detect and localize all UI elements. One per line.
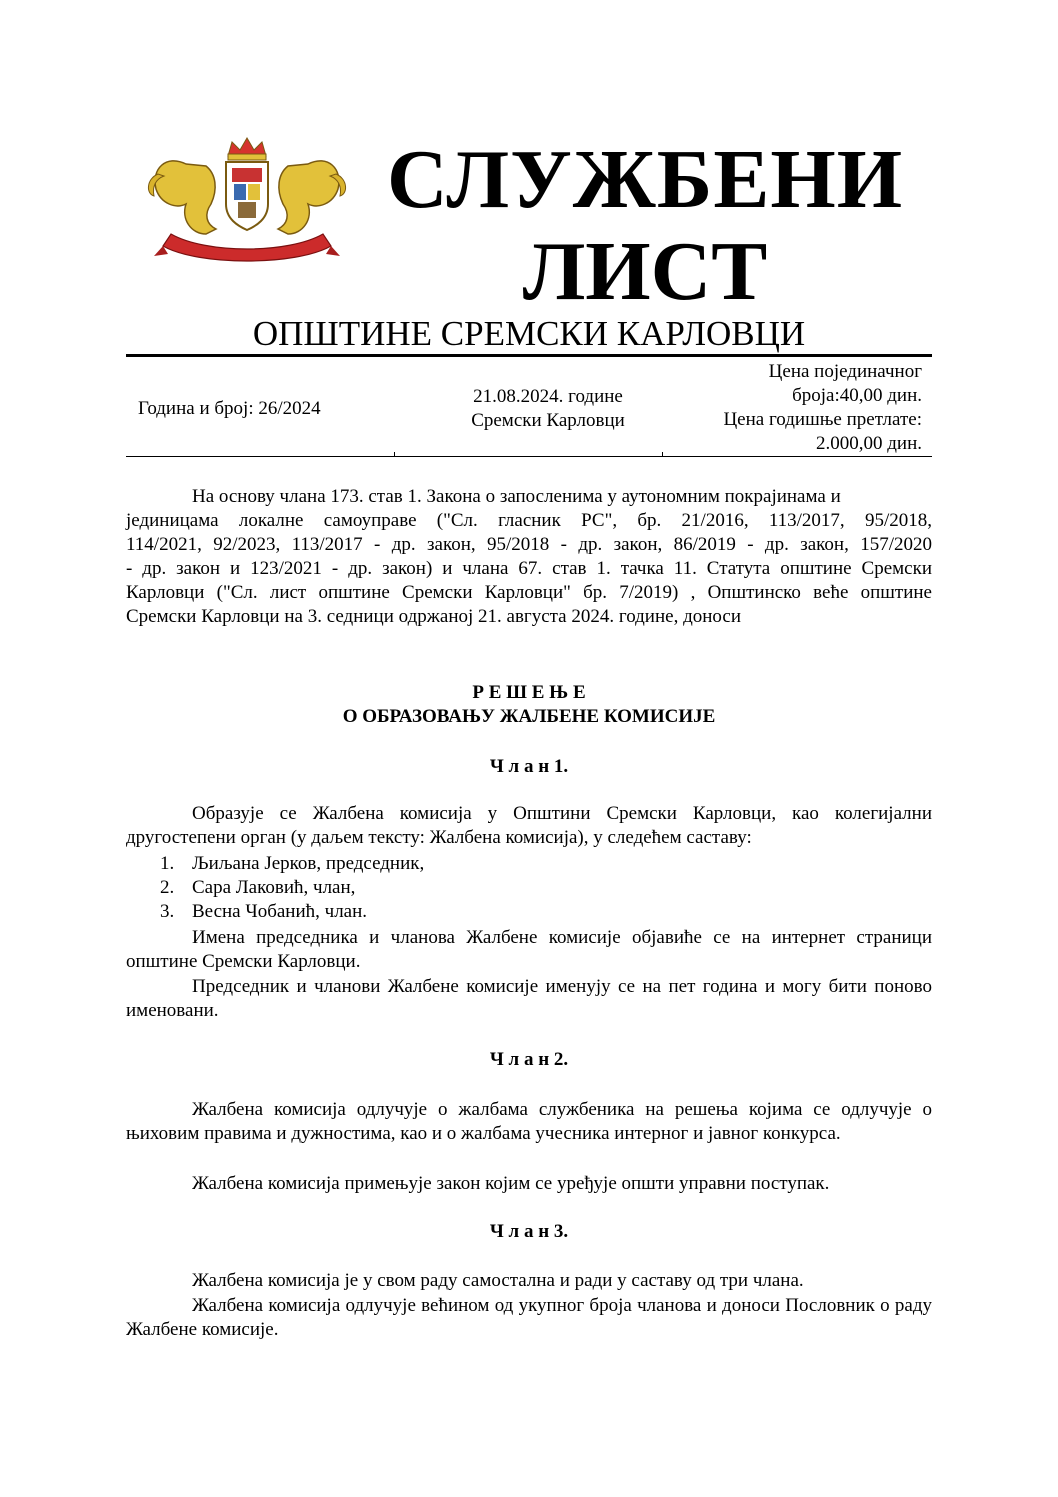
preamble-line: На основу члана 173. став 1. Закона о запосленима у аутономним покрајинама и xyxy=(192,486,841,507)
masthead-subtitle: ОПШТИНЕ СРЕМСКИ КАРЛОВЦИ xyxy=(252,314,806,353)
issue-number: Година и број: 26/2024 xyxy=(138,398,321,419)
preamble-line: Карловци ("Сл. лист општине Сремски Карловци" бр. 7/2019) , Општинско веће општине xyxy=(126,582,932,603)
price-annual-line2: 2.000,00 дин. xyxy=(815,433,922,454)
article3-heading: Ч л а н 3. xyxy=(489,1221,569,1242)
price-info xyxy=(660,360,922,456)
member-number: 3. xyxy=(160,901,175,922)
issue-date-place xyxy=(430,385,666,433)
member-name: Љиљана Јерков, председник, xyxy=(192,853,425,874)
preamble-line: 114/2021, 92/2023, 113/2017 - др. закон, 95/2018 - др. закон, 86/2019 - др. закон, 157/2020 xyxy=(126,534,932,555)
member-name: Сара Лаковић, члан, xyxy=(192,877,356,898)
article3-paragraph: Жалбена комисија је у свом раду самостална и ради у саставу од три члана. xyxy=(192,1270,804,1291)
article1-heading: Ч л а н 1. xyxy=(489,756,569,777)
member-number: 1. xyxy=(160,853,175,874)
price-single-line1: Цена појединачног xyxy=(768,361,922,382)
member-item xyxy=(160,852,424,876)
preamble xyxy=(126,485,932,629)
info-bar-tick xyxy=(394,452,395,457)
member-item xyxy=(160,900,367,924)
article2-paragraph: Жалбена комисија одлучује о жалбама службеника на решења којима се одлучује о њиховим правима и дужностима, као и о жалбама учесника интерног и јавног конкурса. xyxy=(126,1099,932,1144)
masthead-title-line1: СЛУЖБЕНИ xyxy=(386,133,904,226)
preamble-line: јединицама локалне самоуправе ("Сл. гласник РС", бр. 21/2016, 113/2017, 95/2018, xyxy=(126,510,932,531)
issue-place: Сремски Карловци xyxy=(471,410,625,431)
article2-paragraph: Жалбена комисија примењује закон којим се уређује општи управни поступак. xyxy=(192,1173,830,1194)
issue-date: 21.08.2024. године xyxy=(473,386,623,407)
preamble-line: - др. закон и 123/2021 - др. закон) и члана 67. став 1. тачка 11. Статута општине Сремски xyxy=(126,558,932,579)
member-number: 2. xyxy=(160,877,175,898)
member-item xyxy=(160,876,355,900)
decision-subheading: О ОБРАЗОВАЊУ ЖАЛБЕНЕ КОМИСИЈЕ xyxy=(342,706,716,727)
decision-heading: Р Е Ш Е Њ Е xyxy=(472,682,586,703)
article1-paragraph: Председник и чланови Жалбене комисије именују се на пет година и могу бити поново именовани. xyxy=(126,976,932,1021)
article1-intro: Образује се Жалбена комисија у Општини Сремски Карловци, као колегијални другостепени орган (у даљем тексту: Жалбена комисија), у следећем саставу: xyxy=(126,803,932,848)
article3-paragraph: Жалбена комисија одлучује већином од укупног броја чланова и доноси Пословник о раду Жалбене комисије. xyxy=(126,1295,932,1340)
info-bar-tick xyxy=(662,452,663,457)
coat-of-arms-emblem xyxy=(146,134,348,264)
info-bar-rule xyxy=(126,456,932,457)
price-single-line2: броја:40,00 дин. xyxy=(792,385,922,406)
article1-paragraph: Имена председника и чланова Жалбене комисије објавиће се на интернет страници општине Сремски Карловци. xyxy=(126,927,932,972)
price-annual-line1: Цена годишње претлате: xyxy=(723,409,922,430)
masthead-rule xyxy=(126,354,932,357)
masthead-title-line2: ЛИСТ xyxy=(522,225,768,318)
member-name: Весна Чобанић, члан. xyxy=(192,901,368,922)
article2-heading: Ч л а н 2. xyxy=(489,1049,569,1070)
preamble-line: Сремски Карловци на 3. седници одржаној 21. августа 2024. године, доноси xyxy=(126,606,741,627)
